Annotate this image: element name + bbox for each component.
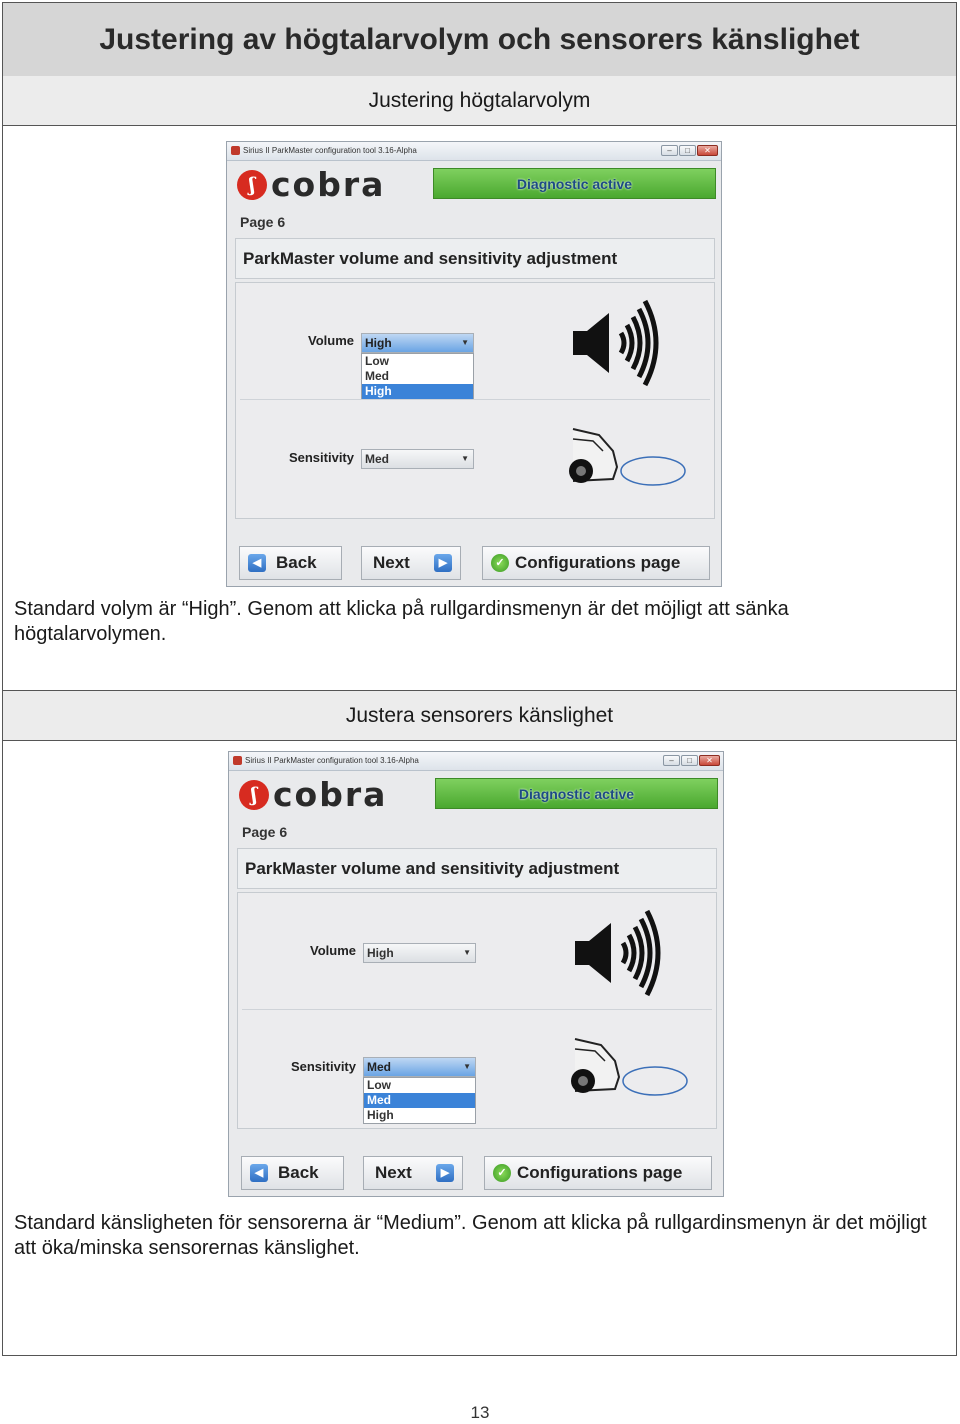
close-icon[interactable]: ✕ (697, 145, 718, 156)
configurations-page-button[interactable] (484, 1156, 712, 1190)
volume-select[interactable] (361, 333, 474, 353)
check-icon: ✓ (493, 1164, 511, 1182)
cobra-logo-icon: ʃ (239, 780, 269, 810)
cobra-logo (237, 165, 386, 204)
settings-panel (235, 282, 715, 519)
back-button[interactable] (239, 546, 342, 580)
page-label: Page 6 (240, 214, 286, 230)
maximize-icon[interactable]: □ (679, 145, 696, 156)
window-titlebar (229, 752, 723, 771)
page-title: Justering av högtalarvolym och sensorers känslighet (3, 3, 956, 77)
minimize-icon[interactable]: – (661, 145, 678, 156)
section-heading-sensitivity: Justera sensorers känslighet (3, 690, 956, 741)
app-icon (233, 756, 242, 765)
dropdown-option[interactable]: Med (365, 369, 389, 383)
page-frame (2, 2, 957, 1356)
minimize-icon[interactable]: – (663, 755, 680, 766)
arrow-right-icon: ▶ (436, 1164, 454, 1182)
screenshot-volume (226, 141, 722, 587)
volume-label: Volume (308, 333, 354, 348)
page-number: 13 (470, 1403, 490, 1422)
speaker-volume-icon (569, 297, 689, 389)
cobra-logo (239, 775, 388, 814)
sensitivity-label: Sensitivity (288, 450, 354, 465)
back-label: Back (278, 1163, 319, 1182)
chevron-down-icon: ▼ (461, 454, 469, 463)
panel-divider (242, 1009, 712, 1010)
car-sensor-icon (571, 1031, 691, 1103)
volume-select[interactable] (363, 943, 476, 963)
panel-heading: ParkMaster volume and sensitivity adjustment (237, 848, 717, 889)
window-title: Sirius II ParkMaster configuration tool 3.16-Alpha (245, 756, 419, 765)
diagnostic-status: Diagnostic active (433, 168, 716, 199)
volume-value: High (365, 336, 392, 350)
panel-heading: ParkMaster volume and sensitivity adjustment (235, 238, 715, 279)
diagnostic-status: Diagnostic active (435, 778, 718, 809)
car-sensor-icon (569, 421, 689, 493)
configurations-page-button[interactable] (482, 546, 710, 580)
arrow-left-icon: ◀ (248, 554, 266, 572)
arrow-left-icon: ◀ (250, 1164, 268, 1182)
panel-divider (240, 399, 710, 400)
section-heading-volume: Justering högtalarvolym (3, 76, 956, 126)
sensitivity-value: Med (367, 1060, 391, 1074)
next-label: Next (373, 553, 410, 572)
page-label: Page 6 (242, 824, 288, 840)
cobra-logo-text: cobra (271, 165, 386, 204)
chevron-down-icon: ▼ (463, 948, 471, 957)
volume-dropdown (361, 353, 474, 400)
configurations-label: Configurations page (515, 553, 681, 572)
chevron-down-icon: ▼ (461, 338, 469, 347)
back-label: Back (276, 553, 317, 572)
volume-label: Volume (310, 943, 356, 958)
arrow-right-icon: ▶ (434, 554, 452, 572)
next-label: Next (375, 1163, 412, 1182)
dropdown-option[interactable]: High (367, 1108, 394, 1122)
sensitivity-label: Sensitivity (290, 1059, 356, 1074)
next-button[interactable] (363, 1156, 463, 1190)
close-icon[interactable]: ✕ (699, 755, 720, 766)
sensitivity-description: Standard känsligheten för sensorerna är “Medium”. Genom att klicka på rullgardinsmenyn är det möjligt att öka/minska sensorernas känslighet. (14, 1212, 927, 1259)
dropdown-option[interactable]: Low (365, 354, 389, 368)
configurations-label: Configurations page (517, 1163, 683, 1182)
settings-panel (237, 892, 717, 1129)
maximize-icon[interactable]: □ (681, 755, 698, 766)
dropdown-option-selected[interactable]: Med (364, 1093, 475, 1108)
sensitivity-select[interactable] (363, 1057, 476, 1077)
sensitivity-dropdown (363, 1077, 476, 1124)
cobra-logo-icon: ʃ (237, 170, 267, 200)
check-icon: ✓ (491, 554, 509, 572)
dropdown-option-selected[interactable]: High (362, 384, 473, 399)
volume-value: High (367, 946, 394, 960)
app-icon (231, 146, 240, 155)
speaker-volume-icon (571, 907, 691, 999)
next-button[interactable] (361, 546, 461, 580)
dropdown-option[interactable]: Low (367, 1078, 391, 1092)
sensitivity-select[interactable] (361, 449, 474, 469)
window-title: Sirius II ParkMaster configuration tool 3.16-Alpha (243, 146, 417, 155)
sensitivity-value: Med (365, 452, 389, 466)
window-titlebar (227, 142, 721, 161)
chevron-down-icon: ▼ (463, 1062, 471, 1071)
back-button[interactable] (241, 1156, 344, 1190)
cobra-logo-text: cobra (273, 775, 388, 814)
volume-description: Standard volym är “High”. Genom att klicka på rullgardinsmenyn är det möjligt att sänka högtalarvolymen. (14, 598, 789, 645)
screenshot-sensitivity (228, 751, 724, 1197)
